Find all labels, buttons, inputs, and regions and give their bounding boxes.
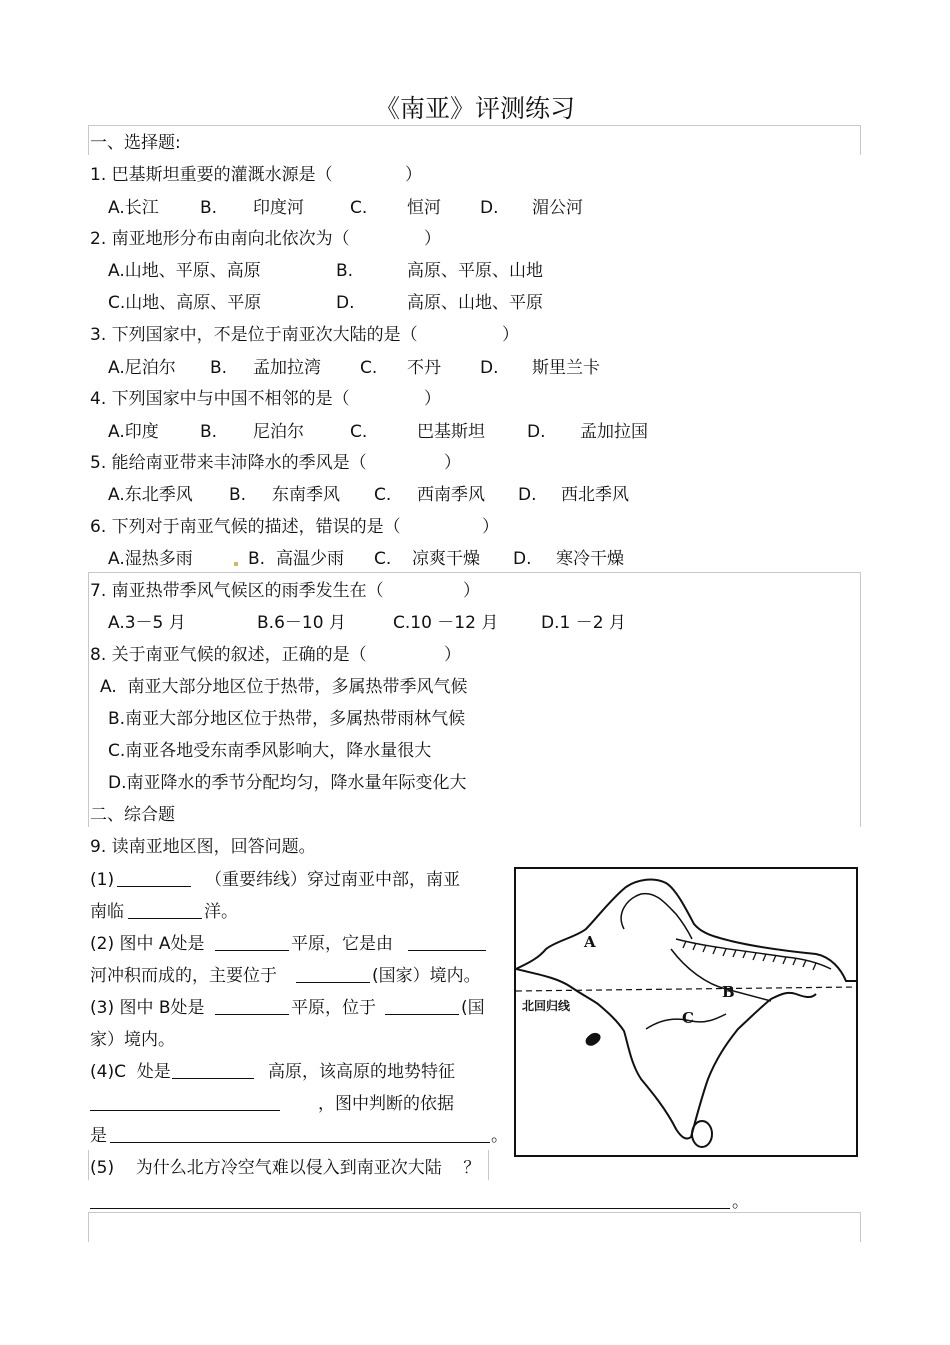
q4-option-b: 尼泊尔 [253,422,304,442]
q7-option-a: A.3－5 月 [108,613,186,633]
q5-option-a: A.东北季风 [108,485,193,505]
q9-part3-blank-country [385,996,459,1015]
q9-part3-label: (3) 图中 B处是 [90,998,205,1018]
q9-part1-blank-latitude [117,868,191,887]
south-asia-map [514,867,858,1157]
q9-part2-text: 平原，它是由 [291,934,393,954]
q9-part5-question: (5) 为什么北方冷空气难以侵入到南亚次大陆 ？ [90,1158,481,1178]
q8-option-c: C.南亚各地受东南季风影响大，降水量很大 [108,741,432,761]
q9-part4-text3: 是 [90,1126,107,1146]
q5-option-c: 西南季风 [417,485,485,505]
q1-option-b: 印度河 [253,198,304,218]
frame-left-line-3 [88,1150,89,1180]
q9-part1-text2: 南临 [90,902,124,922]
q9-part4-blank-terrain [90,1092,280,1111]
q9-part3-blank-plain [215,996,289,1015]
frame-left-line [88,125,89,155]
q4-option-a: A.印度 [108,422,159,442]
q1-option-d-letter: D. [480,198,499,218]
frame-left-line-2 [88,572,89,827]
q9-part3-text3: 家）境内。 [90,1030,175,1050]
q5-option-b-letter: B. [229,485,247,505]
q3-option-d: 斯里兰卡 [532,358,600,378]
question-3-stem: 3. 下列国家中，不是位于南亚次大陆的是（ [90,325,418,345]
question-2-close: ） [424,229,441,249]
q9-part1-blank-ocean [128,900,202,919]
q6-option-a: A.湿热多雨 [108,549,193,569]
map-label-a: A [584,933,596,951]
q9-part2-label: (2) 图中 A处是 [90,934,205,954]
q3-option-b: 孟加拉湾 [253,358,321,378]
q5-option-d: 西北季风 [561,485,629,505]
q9-part4-blank-plateau [172,1060,254,1079]
ganges-river [671,949,771,1001]
q8-option-d: D.南亚降水的季节分配均匀，降水量年际变化大 [108,773,467,793]
tropic-of-cancer-line [516,987,856,991]
question-6-stem: 6. 下列对于南亚气候的描述，错误的是（ [90,517,401,537]
q6-option-d-letter: D. [513,549,532,569]
q2-option-d: 高原、山地、平原 [407,293,543,313]
q5-option-b: 东南季风 [272,485,340,505]
q8-option-a: A. 南亚大部分地区位于热带，多属热带季风气候 [100,677,468,697]
question-7-close: ） [463,581,480,601]
q6-option-c: 凉爽干燥 [412,549,480,569]
question-8-close: ） [444,645,461,665]
q4-option-c: 巴基斯坦 [417,422,485,442]
q1-option-c: 恒河 [407,198,441,218]
q9-part1-text3: 洋。 [204,902,238,922]
q9-part3-text2: (国 [461,998,485,1018]
q6-option-b-letter: B. [248,549,266,569]
question-9-stem: 9. 读南亚地区图，回答问题。 [90,837,316,857]
q4-option-b-letter: B. [200,422,218,442]
q2-option-a: A.山地、平原、高原 [108,261,261,281]
q9-part1-label: (1) [90,870,115,890]
question-8-stem: 8. 关于南亚气候的叙述，正确的是（ [90,645,367,665]
q4-option-d: 孟加拉国 [580,422,648,442]
frame-right-line [860,125,861,155]
q9-part2-text3: (国家）境内。 [372,966,481,986]
frame-right-line-4 [860,1212,861,1242]
q7-option-c: C.10 －12 月 [393,613,499,633]
q1-option-b-letter: B. [200,198,218,218]
q3-option-b-letter: B. [210,358,228,378]
frame-mid-line [88,572,860,573]
q3-option-c-letter: C. [360,358,378,378]
q4-option-d-letter: D. [527,422,546,442]
q9-part1-text: （重要纬线）穿过南亚中部，南亚 [205,870,460,890]
q1-option-c-letter: C. [350,198,368,218]
q5-option-c-letter: C. [374,485,392,505]
question-2-stem: 2. 南亚地形分布由南向北依次为（ [90,229,350,249]
q2-option-b: 高原、平原、山地 [407,261,543,281]
map-blob [586,1033,601,1046]
question-5-stem: 5. 能给南亚带来丰沛降水的季风是（ [90,453,367,473]
q7-option-b: B.6－10 月 [257,613,346,633]
q2-option-d-letter: D. [336,293,355,313]
q6-option-d: 寒冷干燥 [556,549,624,569]
q9-part5-blank-answer [90,1190,730,1209]
frame-right-line-3 [488,1150,489,1180]
q9-part3-text: 平原，位于 [291,998,376,1018]
section-comprehensive-heading: 二、综合题 [90,805,175,825]
question-6-close: ） [482,517,499,537]
question-4-close: ） [424,389,441,409]
frame-left-line-4 [88,1212,89,1242]
q1-option-a: A.长江 [108,198,159,218]
q2-option-c: C.山地、高原、平原 [108,293,262,313]
q1-option-d: 湄公河 [532,198,583,218]
page-title: 《南亚》评测练习 [374,94,575,123]
question-1-close: ） [405,165,422,185]
q9-part2-blank-plain [215,932,289,951]
map-label-b: B [722,983,735,1001]
q9-part5-end: 。 [732,1192,749,1212]
q9-part4-blank-basis [110,1124,490,1143]
question-5-close: ） [444,453,461,473]
q3-option-d-letter: D. [480,358,499,378]
frame-right-line-2 [860,572,861,827]
q4-option-c-letter: C. [350,422,368,442]
q8-option-b: B.南亚大部分地区位于热带，多属热带雨林气候 [108,709,466,729]
q6-option-b: 高温少雨 [276,549,344,569]
sri-lanka-island [692,1121,712,1147]
q6-option-c-letter: C. [374,549,392,569]
question-7-stem: 7. 南亚热带季风气候区的雨季发生在（ [90,581,384,601]
question-4-stem: 4. 下列国家中与中国不相邻的是（ [90,389,350,409]
section-choice-heading: 一、选择题: [90,133,181,153]
q9-part4-text4: 。 [491,1126,508,1146]
map-label-c: C [682,1009,694,1027]
question-1-stem: 1. 巴基斯坦重要的灌溉水源是（ [90,165,333,185]
question-3-close: ） [502,325,519,345]
q9-part4-label: (4)C 处是 [90,1062,171,1082]
q7-option-d: D.1 －2 月 [541,613,626,633]
q9-part2-text2: 河冲积而成的，主要位于 [90,966,277,986]
q9-part4-text2: ，图中判断的依据 [318,1094,454,1114]
q3-option-c: 不丹 [407,358,441,378]
q5-option-d-letter: D. [518,485,537,505]
q2-option-b-letter: B. [336,261,354,281]
q9-part2-blank-country [296,964,370,983]
q3-option-a: A.尼泊尔 [108,358,176,378]
stray-dot [234,562,238,566]
map-label-tropic: 北回归线 [522,999,571,1013]
q9-part4-text: 高原，该高原的地势特征 [268,1062,455,1082]
q9-part2-blank-river [408,932,486,951]
